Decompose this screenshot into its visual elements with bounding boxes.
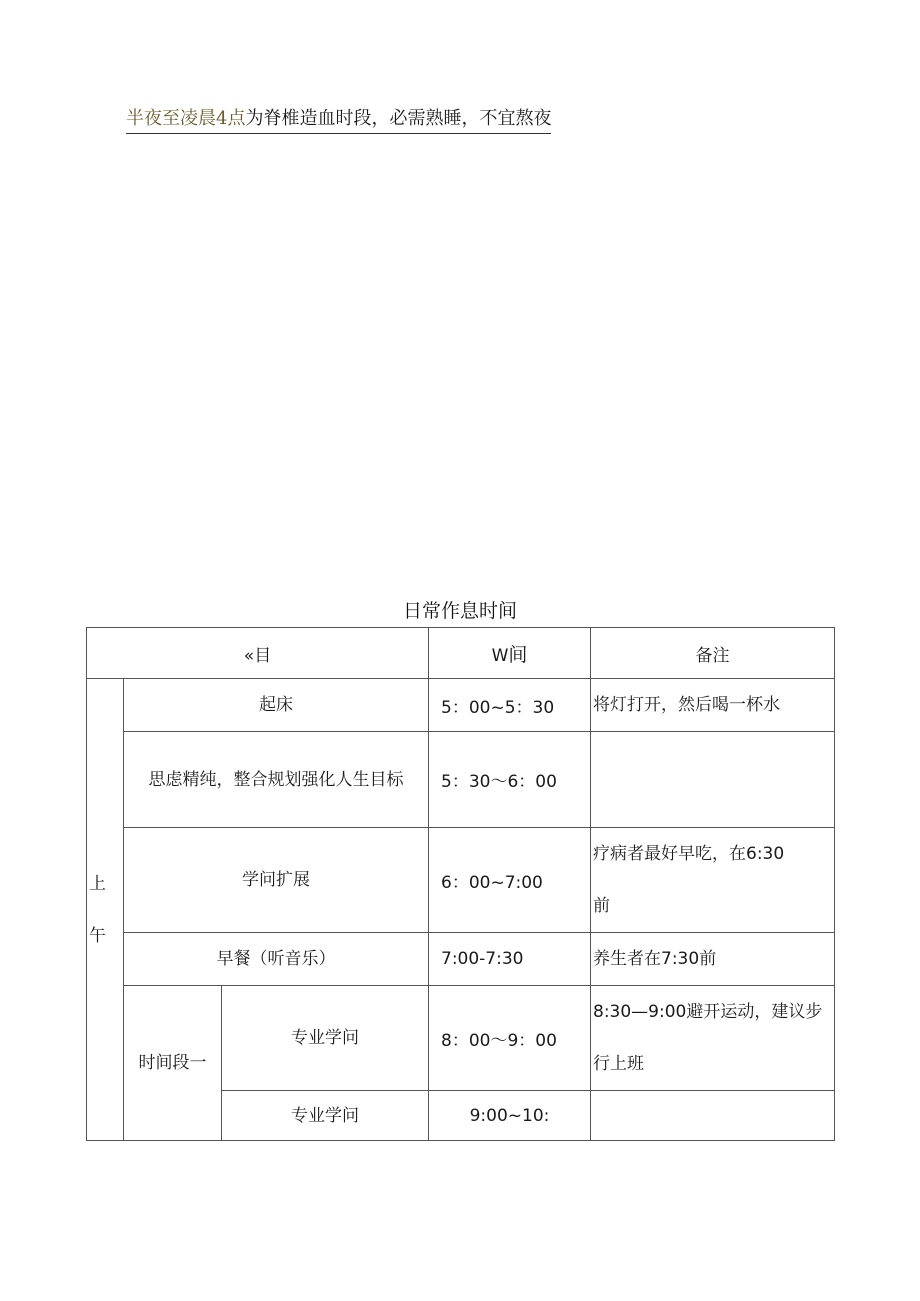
activity-cell: 专业学问 [222, 986, 429, 1091]
top-note [126, 106, 551, 134]
note-number: 7:30 [661, 949, 700, 969]
note-text: 疗病者最好早吃，在 [593, 844, 746, 864]
table-row [87, 986, 835, 1091]
category-label: 上午 [89, 873, 106, 946]
schedule-table [86, 627, 835, 1141]
activity-cell: 专业学问 [222, 1091, 429, 1141]
time-cell: 5：30～6：00 [429, 732, 591, 828]
activity-cell: 学问扩展 [124, 828, 429, 933]
top-note-rest: 为脊椎造血时段，必需熟睡，不宜熬夜 [245, 108, 552, 129]
activity-cell [124, 732, 429, 828]
activity-cell: 早餐（听音乐） [124, 933, 429, 986]
note-text: 避开运动，建议步行上班 [593, 1002, 823, 1074]
header-note: 备注 [591, 628, 835, 679]
note-cell [591, 732, 835, 828]
time-cell: 8：00～9：00 [429, 986, 591, 1091]
group-cell: 时间段一 [124, 986, 222, 1141]
note-cell [591, 986, 835, 1091]
header-time-prefix: W [491, 645, 509, 666]
table-row [87, 732, 835, 828]
header-time-suffix: 间 [508, 643, 528, 666]
time-cell: 6：00~7:00 [429, 828, 591, 933]
note-number: 8:30—9:00 [593, 1002, 687, 1022]
table-title: 日常作息时间 [402, 600, 517, 622]
activity-text: 思虑精纯，整合规划强化人生目标 [148, 769, 404, 790]
table-row [87, 828, 835, 933]
category-cell [87, 679, 124, 1141]
time-cell: 5：00~5：30 [429, 679, 591, 732]
time-cell: 7:00-7:30 [429, 933, 591, 986]
note-tail: 前 [699, 949, 717, 969]
note-number: 6:30 [746, 844, 785, 864]
note-text: 养生者在 [593, 949, 661, 969]
header-row [87, 628, 835, 679]
time-cell: 9:00~10: [429, 1091, 591, 1141]
table-row [87, 679, 835, 732]
note-cell [591, 1091, 835, 1141]
top-note-lead: 半夜至凌晨4点 [126, 108, 246, 129]
note-cell [591, 933, 835, 986]
table-row [87, 933, 835, 986]
activity-cell: 起床 [124, 679, 429, 732]
note-cell: 将灯打开，然后喝一杯水 [591, 679, 835, 732]
note-tail: 前 [593, 896, 610, 916]
note-cell [591, 828, 835, 933]
header-time [429, 628, 591, 679]
header-item: «目 [87, 628, 429, 679]
